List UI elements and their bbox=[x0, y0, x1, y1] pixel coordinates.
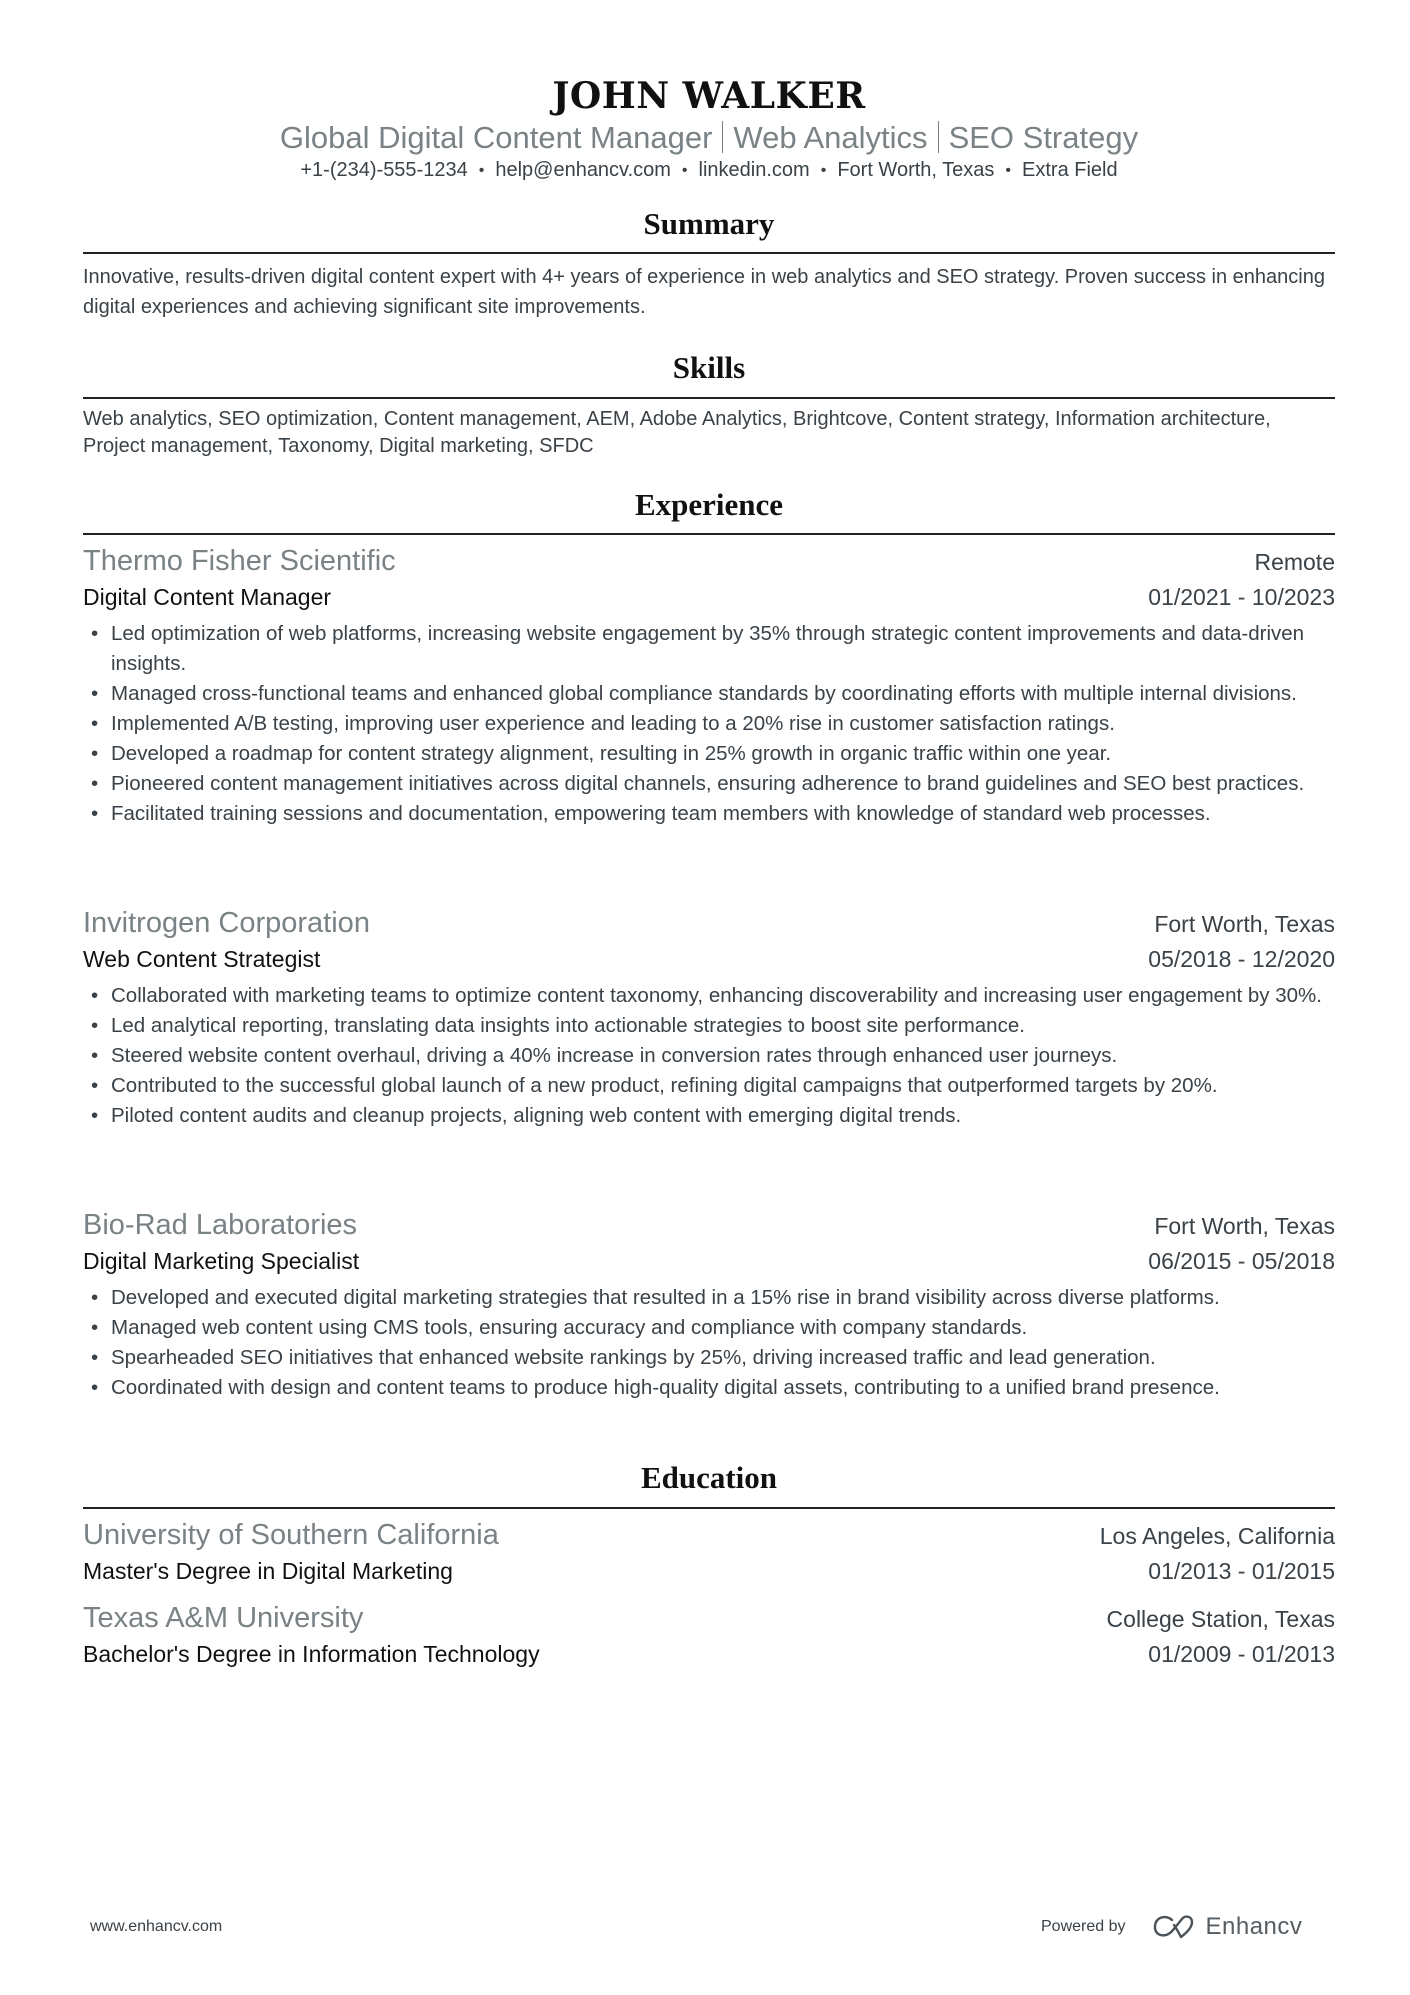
bullet-item: • Coordinated with design and content teams to produce high-quality digital assets, contributing to a unified brand presence. bbox=[83, 1373, 1335, 1403]
school-location: Los Angeles, California bbox=[1099, 1523, 1335, 1549]
school-name: Texas A&M University bbox=[83, 1602, 364, 1634]
extra-field: Extra Field bbox=[1022, 159, 1118, 181]
job-location: Remote bbox=[1254, 549, 1335, 575]
headline-separator bbox=[938, 121, 939, 153]
job-location: Fort Worth, Texas bbox=[1154, 911, 1335, 937]
footer-website-link[interactable]: www.enhancv.com bbox=[90, 1918, 223, 1935]
job-subheader bbox=[83, 944, 1335, 974]
education-subheader bbox=[83, 1639, 1335, 1669]
bullet-item: • Facilitated training sessions and documentation, empowering team members with knowledge of standard web processes. bbox=[83, 799, 1335, 829]
school-name: University of Southern California bbox=[83, 1519, 499, 1551]
school-location: College Station, Texas bbox=[1106, 1606, 1335, 1632]
bullet-item: • Contributed to the successful global launch of a new product, refining digital campaigns that outperformed targets by 20%. bbox=[83, 1071, 1335, 1101]
contact-line bbox=[83, 157, 1335, 184]
job-title: Web Content Strategist bbox=[83, 946, 321, 972]
bullet-item: • Developed and executed digital marketing strategies that resulted in a 15% rise in brand visibility across diverse platforms. bbox=[83, 1283, 1335, 1313]
summary-text: Innovative, results-driven digital content expert with 4+ years of experience in web analytics and SEO strategy. Proven success in enhancing digital experiences and achieving significant site improvements. bbox=[83, 266, 1325, 318]
education-header bbox=[83, 1517, 1335, 1553]
degree: Bachelor's Degree in Information Technology bbox=[83, 1641, 540, 1667]
bullet-separator: • bbox=[681, 162, 688, 179]
bullet-item: • Managed web content using CMS tools, ensuring accuracy and compliance with company standards. bbox=[83, 1313, 1335, 1343]
linkedin-link[interactable]: linkedin.com bbox=[698, 159, 810, 181]
headline-part: Global Digital Content Manager bbox=[279, 120, 713, 155]
education-subheader bbox=[83, 1556, 1335, 1586]
job-subheader bbox=[83, 1246, 1335, 1276]
bullet-item: • Managed cross-functional teams and enhanced global compliance standards by coordinating efforts with multiple internal divisions. bbox=[83, 679, 1335, 709]
bullet-item: • Implemented A/B testing, improving user experience and leading to a 20% rise in customer satisfaction ratings. bbox=[83, 709, 1335, 739]
education-dates: 01/2013 - 01/2015 bbox=[1148, 1558, 1335, 1584]
skills-text: Web analytics, SEO optimization, Content management, AEM, Adobe Analytics, Brightcove, Content strategy, Information architecture, Project management, Taxonomy, Digital marketing, SFDC bbox=[83, 408, 1271, 457]
job-subheader bbox=[83, 582, 1335, 612]
education-dates: 01/2009 - 01/2013 bbox=[1148, 1641, 1335, 1667]
job-dates: 06/2015 - 05/2018 bbox=[1148, 1248, 1335, 1274]
headline-part: Web Analytics bbox=[733, 120, 928, 155]
powered-by-label: Powered by bbox=[1041, 1918, 1126, 1935]
section-title-education: Education bbox=[640, 1460, 778, 1495]
brand-name: Enhancv bbox=[1205, 1913, 1303, 1940]
job-header bbox=[83, 1207, 1335, 1243]
bullet-item: • Led optimization of web platforms, increasing website engagement by 35% through strategic content improvements and data-driven insights. bbox=[83, 619, 1335, 679]
bullet-item: • Spearheaded SEO initiatives that enhanced website rankings by 25%, driving increased traffic and lead generation. bbox=[83, 1343, 1335, 1373]
candidate-name: JOHN WALKER bbox=[552, 75, 866, 117]
job-location: Fort Worth, Texas bbox=[1154, 1213, 1335, 1239]
bullet-item: • Pioneered content management initiatives across digital channels, ensuring adherence to brand guidelines and SEO best practices. bbox=[83, 769, 1335, 799]
bullet-separator: • bbox=[820, 162, 827, 179]
headline-part: SEO Strategy bbox=[948, 120, 1139, 155]
bullet-item: • Led analytical reporting, translating data insights into actionable strategies to boost site performance. bbox=[83, 1011, 1335, 1041]
bullet-item: • Collaborated with marketing teams to optimize content taxonomy, enhancing discoverability and increasing user engagement by 30%. bbox=[83, 981, 1335, 1011]
section-title-summary: Summary bbox=[643, 206, 775, 241]
job-title: Digital Marketing Specialist bbox=[83, 1248, 360, 1274]
job-title: Digital Content Manager bbox=[83, 584, 332, 610]
section-divider bbox=[83, 252, 1335, 254]
bullet-separator: • bbox=[1005, 162, 1012, 179]
footer-branding bbox=[1041, 1913, 1302, 1941]
education-header bbox=[83, 1600, 1335, 1636]
job-bullets bbox=[83, 981, 1335, 1131]
job-dates: 01/2021 - 10/2023 bbox=[1148, 584, 1335, 610]
job-bullets bbox=[83, 619, 1335, 829]
company-name: Invitrogen Corporation bbox=[83, 907, 370, 939]
bullet-item: • Steered website content overhaul, driving a 40% increase in conversion rates through enhanced user journeys. bbox=[83, 1041, 1335, 1071]
job-header bbox=[83, 905, 1335, 941]
headline bbox=[83, 118, 1335, 158]
headline-separator bbox=[722, 121, 723, 153]
email-link[interactable]: help@enhancv.com bbox=[495, 159, 671, 181]
brand-link[interactable] bbox=[1152, 1913, 1303, 1941]
location: Fort Worth, Texas bbox=[837, 159, 995, 181]
section-title-experience: Experience bbox=[634, 487, 784, 522]
enhancv-logo-icon bbox=[1152, 1914, 1196, 1940]
degree: Master's Degree in Digital Marketing bbox=[83, 1558, 453, 1584]
section-divider bbox=[83, 1507, 1335, 1509]
company-name: Bio-Rad Laboratories bbox=[83, 1209, 358, 1241]
job-header bbox=[83, 543, 1335, 579]
bullet-separator: • bbox=[478, 162, 485, 179]
section-title-skills: Skills bbox=[672, 350, 746, 385]
company-name: Thermo Fisher Scientific bbox=[83, 545, 396, 577]
bullet-item: • Developed a roadmap for content strategy alignment, resulting in 25% growth in organic traffic within one year. bbox=[83, 739, 1335, 769]
section-divider bbox=[83, 533, 1335, 535]
job-dates: 05/2018 - 12/2020 bbox=[1148, 946, 1335, 972]
job-bullets bbox=[83, 1283, 1335, 1403]
section-divider bbox=[83, 397, 1335, 399]
phone: +1-(234)-555-1234 bbox=[300, 159, 468, 181]
bullet-item: • Piloted content audits and cleanup projects, aligning web content with emerging digital trends. bbox=[83, 1101, 1335, 1131]
